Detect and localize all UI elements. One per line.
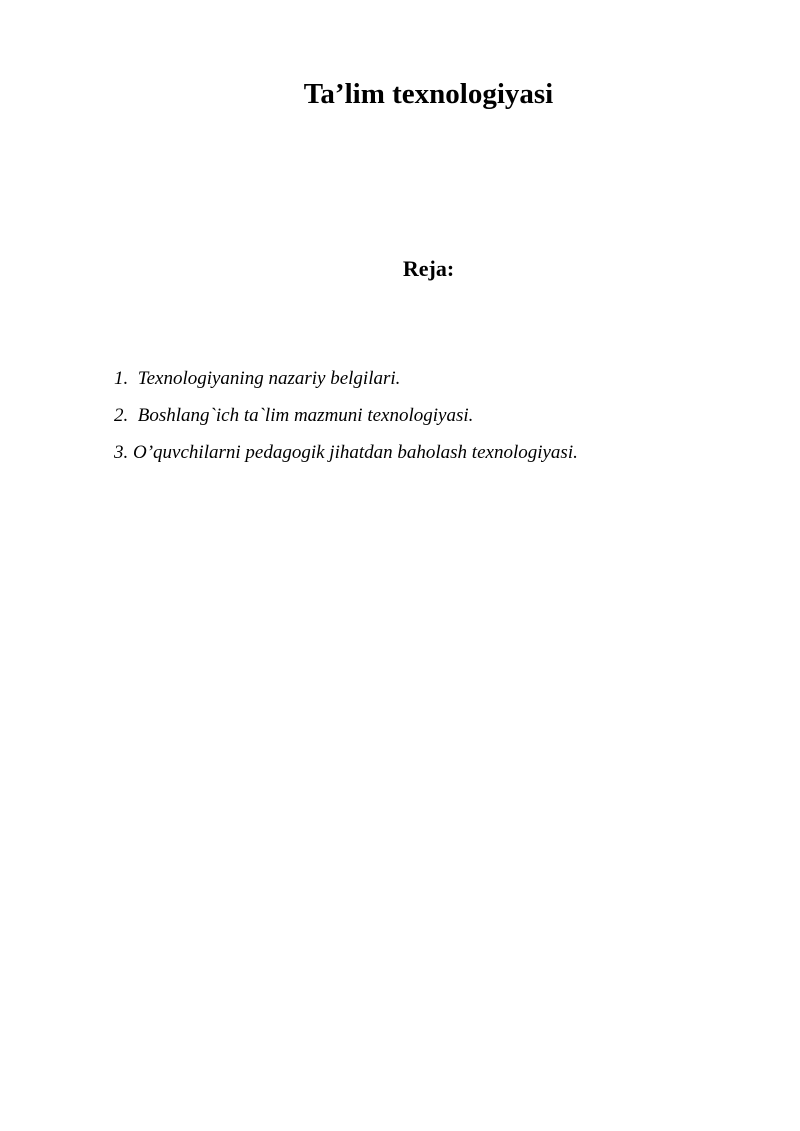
plan-item [114,434,578,471]
plan-item [114,397,578,434]
plan-item-number: 3. [114,442,129,463]
plan-item-text: Boshlang`ich ta`lim mazmuni texnologiyasi. [137,405,474,426]
plan-item-number: 2. [114,405,129,426]
plan-item [114,360,578,397]
plan-list [114,360,578,471]
plan-item-text: O’quvchilarni pedagogik jihatdan baholash texnologiyasi. [133,442,578,463]
plan-heading: Reja: [402,256,455,281]
plan-item-number: 1. [114,368,129,389]
document-title: Ta’lim texnologiyasi [303,78,554,110]
plan-item-text: Texnologiyaning nazariy belgilari. [137,368,401,389]
